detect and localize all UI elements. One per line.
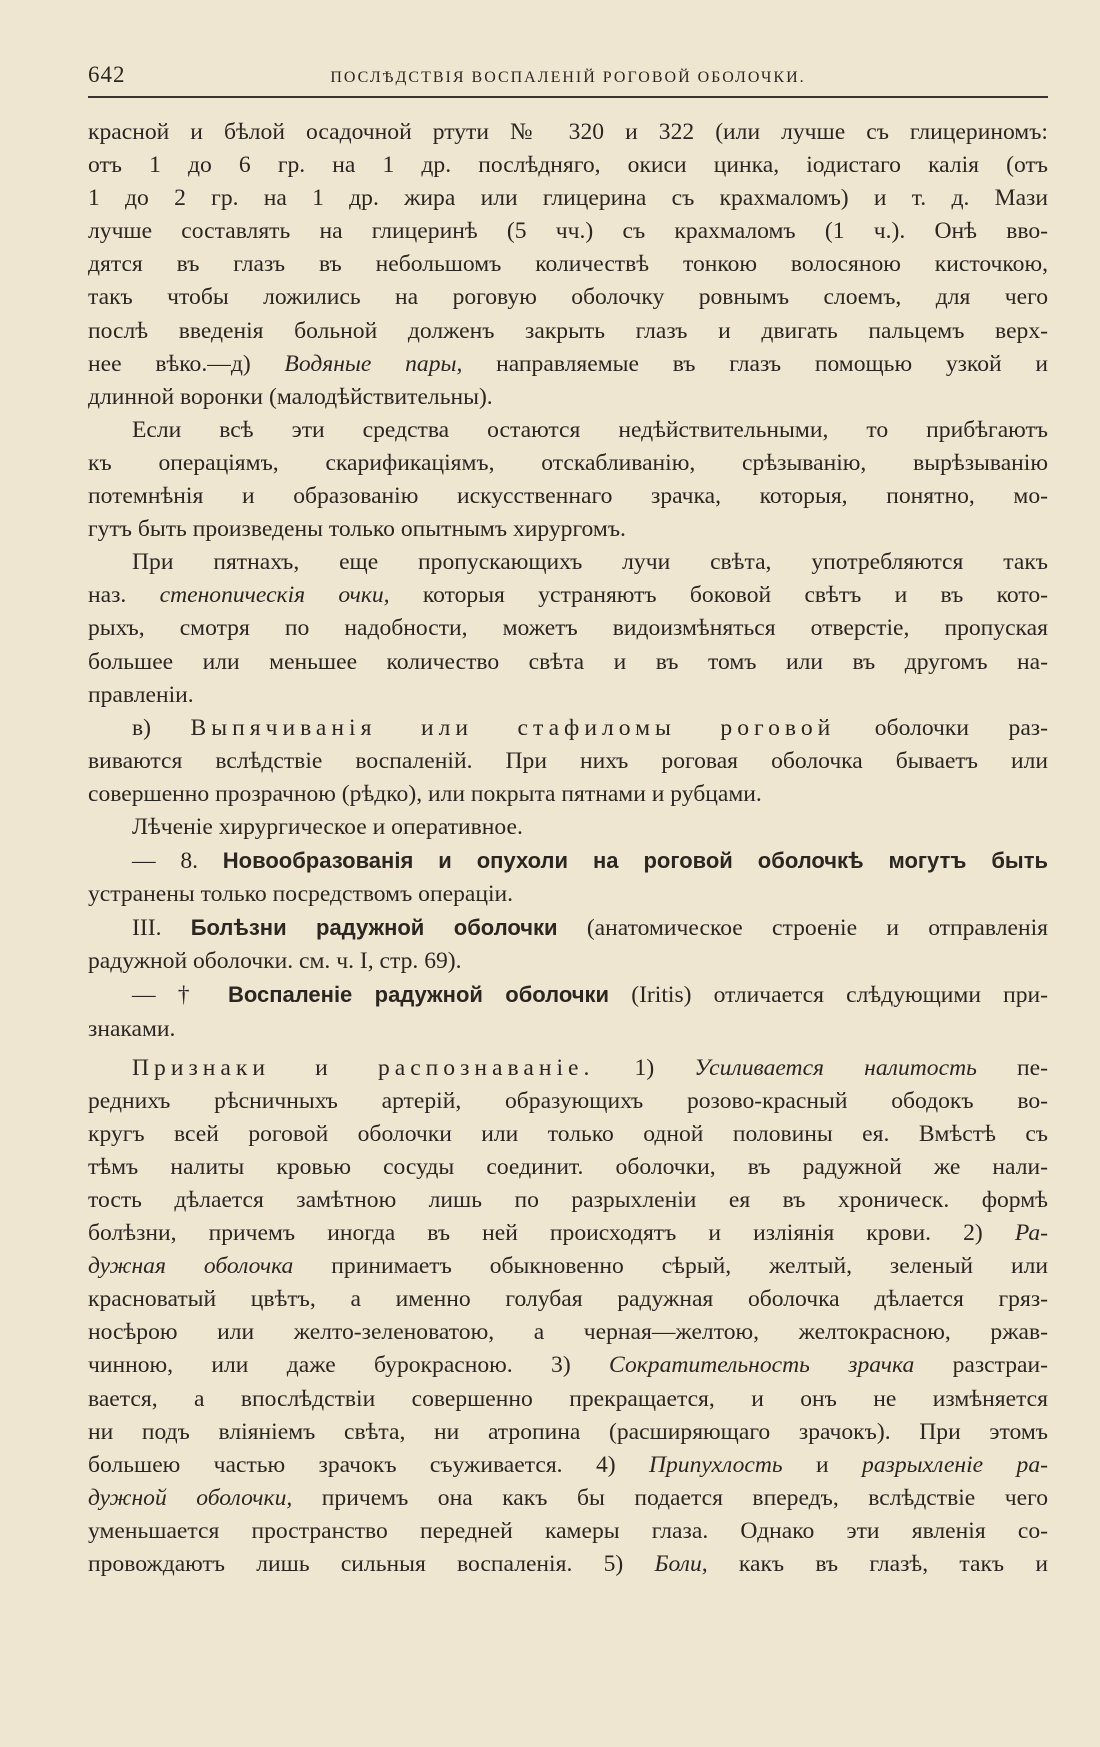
text-span: (анатомическое строеніе и отправленія [557,915,1048,942]
text-line: устранены только посредствомъ операціи. [88,881,514,908]
text-line: кругъ всей роговой оболочки или только одной половины ея. Вмѣстѣ съ [88,1120,1048,1147]
text-line [88,844,1048,878]
text-line: дятся въ глазъ въ небольшомъ количествѣ тонкою волосяною кисточкою, [88,251,1048,278]
text-line [88,1482,1048,1515]
text-span: провождаютъ лишь сильныя воспаленія. 5) [88,1551,655,1578]
text-line [88,348,1048,381]
text-line: носѣрою или желто-зеленоватою, а черная—желтою, желтокрасною, ржав- [88,1319,1048,1346]
text-line: послѣ введенія больной долженъ закрыть глазъ и двигать пальцемъ верх- [88,317,1048,344]
text-span: болѣзни, причемъ иногда въ ней происходятъ и изліянія крови. 2) [88,1220,1015,1247]
text-span: в) [132,714,191,741]
body-text [88,116,1048,1581]
text-line: лучше составлять на глицеринѣ (5 чч.) съ крахмаломъ (1 ч.). Онѣ вво- [88,218,1048,245]
text-line: реднихъ рѣсничныхъ артерій, образующихъ розово-красный ободокъ во- [88,1087,1048,1114]
italic-term: Боли, [654,1551,708,1578]
italic-term: стенопическія очки, [159,582,390,609]
text-span: разстраи- [914,1352,1049,1379]
italic-term: Водяные пары, [284,350,463,377]
text-line: совершенно прозрачною (рѣдко), или покрыта пятнами и рубцами. [88,780,762,807]
text-line: такъ чтобы ложились на роговую оболочку ровнымъ слоемъ, для чего [88,284,1048,311]
text-line: вается, а впослѣдствіи совершенно прекращается, и онъ не измѣняется [88,1385,1048,1412]
text-line [88,978,1048,1012]
text-line [88,1217,1048,1250]
text-line: потемнѣнія и образованію искусственнаго зрачка, которыя, понятно, мо- [88,483,1048,510]
text-span: чинною, или даже бурокрасною. 3) [88,1352,610,1379]
text-line: 1 до 2 гр. на 1 др. жира или глицерина съ крахмаломъ) и т. д. Мази [88,185,1048,212]
text-line: радужной оболочки. см. ч. I, стр. 69). [88,948,462,975]
bold-heading: Болѣзни радужной оболочки [190,915,558,941]
text-line: правленіи. [88,681,194,708]
text-span: направляемые въ глазъ помощью узкой и [462,350,1048,377]
text-span: и [782,1451,863,1478]
text-line: виваются вслѣдствіе воспаленій. При нихъ роговая оболочка бываетъ или [88,747,1048,774]
italic-term: Ра- [1014,1220,1048,1247]
italic-term: Усиливается налитость [694,1054,977,1081]
text-line: тость дѣлается замѣтною лишь по разрыхленіи ея въ хроническ. формѣ [88,1187,1048,1213]
text-span: причемъ она какъ бы подается впередъ, вслѣдствіе чего [292,1484,1048,1511]
spaced-term: Признаки и распознаваніе. [132,1054,595,1081]
text-line [88,1250,1048,1283]
text-line: къ операціямъ, скарификаціямъ, отскабливанію, срѣзыванію, вырѣзыванію [88,449,1048,476]
text-span: (Iritis) отличается слѣдующими при- [609,982,1049,1009]
text-line: большее или меньшее количество свѣта и въ томъ или въ другомъ на- [88,648,1048,675]
page-number: 642 [88,62,126,87]
text-line [88,911,1048,945]
text-line [88,1349,1048,1382]
bold-heading: Воспаленіе радужной оболочки [227,982,610,1008]
italic-term: Припухлость [648,1451,783,1478]
text-line [88,1449,1048,1482]
text-span: большею частью зрачокъ съуживается. 4) [88,1451,649,1478]
running-head: ПОСЛѢДСТВІЯ ВОСПАЛЕНІЙ РОГОВОЙ ОБОЛОЧКИ. [330,69,806,86]
text-span: какъ въ глазѣ, такъ и [707,1551,1048,1578]
text-line: красноватый цвѣтъ, а именно голубая радужная оболочка дѣлается гряз- [88,1286,1048,1313]
italic-term: разрыхленіе ра- [862,1451,1048,1478]
text-line: отъ 1 до 6 гр. на 1 др. послѣдняго, окиси цинка, іодистаго калія (отъ [88,152,1048,179]
text-line: рыхъ, смотря по надобности, можетъ видоизмѣняться отверстіе, пропуская [88,615,1048,642]
italic-term: дужная оболочка [88,1253,294,1280]
text-span: принимаетъ обыкновенно сѣрый, желтый, зеленый или [293,1253,1048,1280]
text-span: III. [132,915,191,942]
spaced-term: Выпячиванія или стафиломы роговой [190,714,836,741]
text-line: Лѣченіе хирургическое и оперативное. [132,813,523,840]
italic-term: Сократительность зрачка [609,1352,915,1379]
text-span: которыя устраняютъ боковой свѣтъ и въ кото- [389,582,1048,609]
text-line [88,579,1048,612]
text-line: ни подъ вліяніемъ свѣта, ни атропина (расширяющаго зрачокъ). При этомъ [88,1418,1048,1445]
text-line: Если всѣ эти средства остаются недѣйствительными, то прибѣгаютъ [132,416,1048,443]
text-span: пе- [976,1054,1048,1081]
text-span: нее вѣко.—д) [88,350,285,377]
text-line: При пятнахъ, еще пропускающихъ лучи свѣта, употребляются такъ [132,549,1048,576]
text-line: знаками. [88,1015,176,1042]
text-line: тѣмъ налиты кровью сосуды соединит. оболочки, въ радужной же нали- [88,1153,1048,1180]
bold-heading: Новообразованія и опухоли на роговой оболочкѣ могутъ быть [222,848,1049,874]
text-line [88,1548,1048,1581]
page-header [88,62,1048,98]
text-span: — 8. [132,848,223,875]
text-span: 1) [594,1054,695,1081]
text-line: длинной воронки (малодѣйствительны). [88,383,493,410]
text-line: красной и бѣлой осадочной ртути № 320 и 322 (или лучше съ глицериномъ: [88,119,1048,145]
text-span: — † [132,982,228,1009]
text-span: наз. [88,582,160,609]
text-line [88,712,1048,745]
text-span: оболочки раз- [835,714,1048,741]
text-line: уменьшается пространство передней камеры глаза. Однако эти явленія со- [88,1517,1048,1544]
italic-term: дужной оболочки, [88,1484,293,1511]
text-line [88,1052,1048,1085]
text-line: гутъ быть произведены только опытнымъ хирургомъ. [88,516,626,543]
